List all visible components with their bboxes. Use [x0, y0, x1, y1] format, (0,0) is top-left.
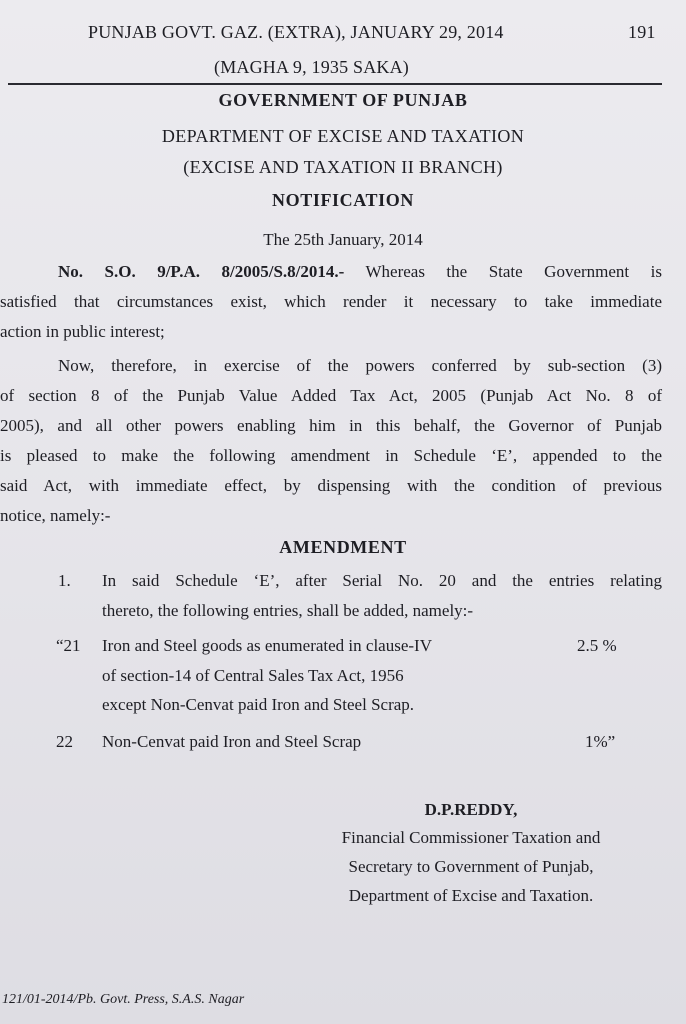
notification-heading: NOTIFICATION [272, 190, 414, 210]
entry-21-line2: of section-14 of Central Sales Tax Act, 1956 [102, 666, 404, 685]
entry-22-line1: Non-Cenvat paid Iron and Steel Scrap [102, 732, 362, 751]
page-number: 191 [628, 22, 656, 42]
para2-line3: 2005), and all other powers enabling him in this behalf, the Governor of Punjab [0, 416, 662, 435]
para2-line1: Now, therefore, in exercise of the powers conferred by sub-section (3) [58, 356, 662, 375]
entry-21-rate: 2.5 % [577, 636, 617, 655]
para2-line2: of section 8 of the Punjab Value Added Tax Act, 2005 (Punjab Act No. 8 of [0, 386, 662, 405]
amendment-item-number: 1. [58, 571, 71, 590]
signatory-title-2: Secretary to Government of Punjab, [348, 857, 594, 876]
amendment-item-line2: thereto, the following entries, shall be added, namely:- [102, 601, 474, 620]
signatory-name: D.P.REDDY, [424, 800, 518, 819]
para2-line6: notice, namely:- [0, 506, 111, 525]
department-title: DEPARTMENT OF EXCISE AND TAXATION [161, 126, 525, 146]
entry-22-rate: 1%” [585, 732, 616, 751]
entry-21-line1: Iron and Steel goods as enumerated in clause-IV [102, 636, 432, 655]
entry-21-number: “21 [56, 636, 81, 655]
signatory-title-3: Department of Excise and Taxation. [348, 886, 594, 905]
entry-22-number: 22 [56, 732, 73, 751]
para2-line5: said Act, with immediate effect, by dispensing with the condition of previous [0, 476, 662, 495]
notification-ref: No. S.O. 9/P.A. 8/2005/S.8/2014.- [58, 262, 345, 281]
branch-title: (EXCISE AND TAXATION II BRANCH) [183, 157, 503, 177]
amendment-heading: AMENDMENT [279, 537, 407, 557]
government-title: GOVERNMENT OF PUNJAB [218, 90, 468, 110]
notification-date: The 25th January, 2014 [263, 230, 423, 249]
para1-line3: action in public interest; [0, 322, 165, 341]
para1-line1: No. S.O. 9/P.A. 8/2005/S.8/2014.- Whereas the State Government is [58, 262, 662, 281]
header-divider [8, 83, 662, 85]
para2-line4: is pleased to make the following amendment in Schedule ‘E’, appended to the [0, 446, 662, 465]
entry-21-line3: except Non-Cenvat paid Iron and Steel Scrap. [102, 695, 415, 714]
signatory-title-1: Financial Commissioner Taxation and [341, 828, 601, 847]
press-imprint: 121/01-2014/Pb. Govt. Press, S.A.S. Nagar [2, 992, 245, 1007]
para1-line2: satisfied that circumstances exist, which render it necessary to take immediate [0, 292, 662, 311]
gazette-header: PUNJAB GOVT. GAZ. (EXTRA), JANUARY 29, 2014 [88, 22, 504, 42]
saka-date: (MAGHA 9, 1935 SAKA) [214, 57, 410, 77]
amendment-item-line1: In said Schedule ‘E’, after Serial No. 20 and the entries relating [102, 571, 662, 590]
